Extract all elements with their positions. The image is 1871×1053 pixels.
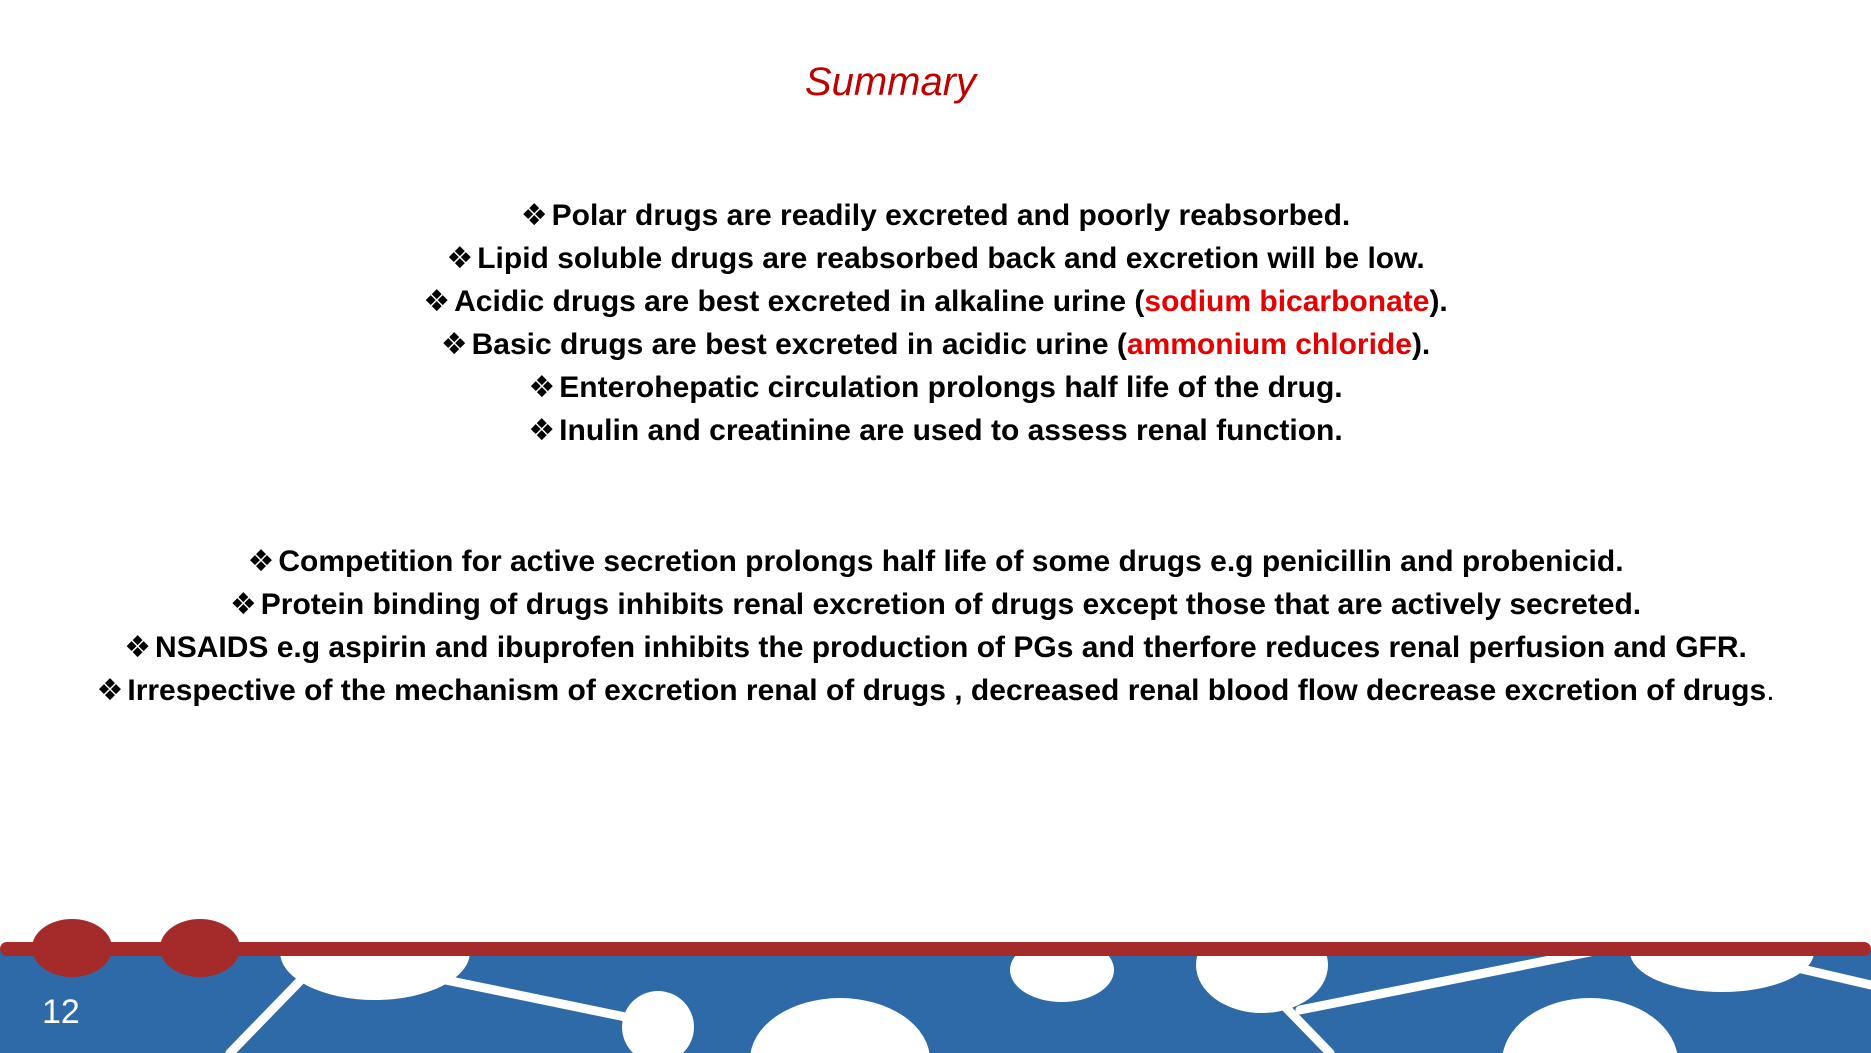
bullet-lipid-soluble [0,237,1871,280]
diamond-bullet-icon: ❖ [423,285,451,318]
footer-red-line [0,942,1871,956]
footer-red-dot [160,919,240,977]
bullet-enterohepatic [0,366,1871,409]
bullet-text: Protein binding of drugs inhibits renal excretion of drugs except those that are actively secreted. [260,588,1642,621]
bullet-trailing-period: . [1766,674,1775,707]
bullet-text: Lipid soluble drugs are reabsorbed back and excretion will be low. [477,242,1425,275]
diamond-bullet-icon: ❖ [520,199,548,232]
diamond-bullet-icon: ❖ [247,545,275,578]
diamond-bullet-icon: ❖ [440,328,468,361]
bullet-text-end: ). [1429,285,1448,318]
footer-decoration [0,900,1871,1053]
bullet-text: Basic drugs are best excreted in acidic urine ( [471,328,1127,361]
bullet-text: Acidic drugs are best excreted in alkaline urine ( [454,285,1145,318]
bullet-nsaids [0,626,1871,669]
bullet-competition [0,540,1871,583]
bullet-text: NSAIDS e.g aspirin and ibuprofen inhibits the production of PGs and therfore reduces renal perfusion and GFR. [155,631,1747,664]
diamond-bullet-icon: ❖ [446,242,474,275]
highlight-ammonium-chloride: ammonium chloride [1126,328,1412,361]
bullet-group-1 [0,194,1871,452]
bullet-basic-drugs [0,323,1871,366]
bullet-protein-binding [0,583,1871,626]
diamond-bullet-icon: ❖ [528,414,556,447]
bullet-text: Enterohepatic circulation prolongs half life of the drug. [559,371,1343,404]
bullet-acidic-drugs [0,280,1871,323]
bullet-group-2 [0,540,1871,712]
bullet-renal-blood-flow [0,669,1871,712]
bullet-text: Inulin and creatinine are used to assess renal function. [559,414,1343,447]
diamond-bullet-icon: ❖ [124,631,152,664]
footer-red-dot [32,919,112,977]
slide-title: Summary [804,60,977,104]
diamond-bullet-icon: ❖ [229,588,257,621]
diamond-bullet-icon: ❖ [528,371,556,404]
bullet-text: Irrespective of the mechanism of excretion renal of drugs , decreased renal blood flow decrease excretion of drugs [127,674,1767,707]
bullet-text: Polar drugs are readily excreted and poorly reabsorbed. [551,199,1351,232]
bullet-text-end: ). [1411,328,1431,361]
bullet-polar-drugs [0,194,1871,237]
highlight-sodium-bicarbonate: sodium bicarbonate [1144,285,1430,318]
page-number: 12 [42,993,80,1031]
diamond-bullet-icon: ❖ [96,674,124,707]
bullet-inulin-creatinine [0,409,1871,452]
bullet-text: Competition for active secretion prolongs half life of some drugs e.g penicillin and probenicid. [278,545,1624,578]
